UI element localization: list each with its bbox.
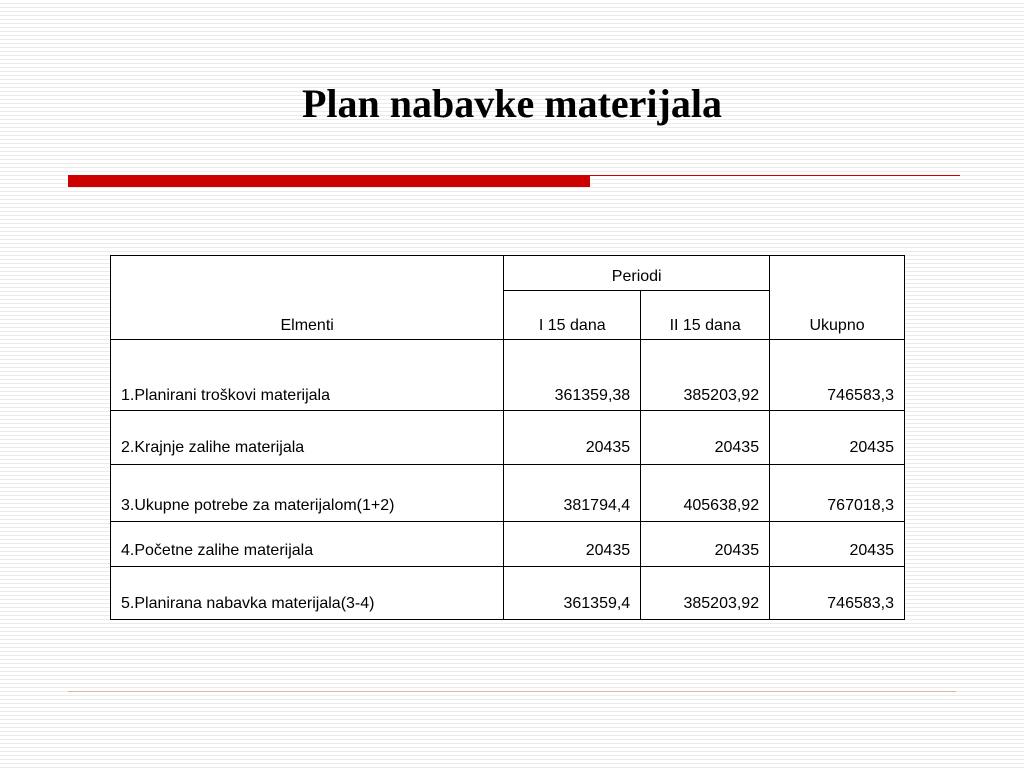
procurement-plan-table	[110, 255, 905, 620]
header-period-2: II 15 dana	[641, 291, 770, 340]
row-label: 3.Ukupne potrebe za materijalom(1+2)	[111, 465, 504, 522]
row-total-value: 767018,3	[770, 465, 905, 522]
row-label: 2.Krajnje zalihe materijala	[111, 411, 504, 465]
row-period-1-value: 361359,38	[504, 340, 641, 411]
row-label: 5.Planirana nabavka materijala(3-4)	[111, 567, 504, 620]
header-periods: Periodi	[504, 256, 770, 291]
row-total-value: 20435	[770, 411, 905, 465]
row-period-1-value: 20435	[504, 411, 641, 465]
row-period-1-value: 381794,4	[504, 465, 641, 522]
row-period-2-value: 385203,92	[641, 340, 770, 411]
header-period-1: I 15 dana	[504, 291, 641, 340]
row-period-1-value: 361359,4	[504, 567, 641, 620]
table-row	[111, 522, 905, 567]
table-row	[111, 465, 905, 522]
table-row	[111, 340, 905, 411]
row-period-2-value: 385203,92	[641, 567, 770, 620]
table-row	[111, 411, 905, 465]
header-total: Ukupno	[770, 256, 905, 340]
row-period-1-value: 20435	[504, 522, 641, 567]
row-total-value: 746583,3	[770, 340, 905, 411]
footer-divider	[68, 691, 956, 692]
row-label: 4.Početne zalihe materijala	[111, 522, 504, 567]
row-total-value: 20435	[770, 522, 905, 567]
title-accent-line	[590, 175, 960, 176]
table-header-row	[111, 256, 905, 291]
table-row	[111, 567, 905, 620]
row-total-value: 746583,3	[770, 567, 905, 620]
row-label: 1.Planirani troškovi materijala	[111, 340, 504, 411]
row-period-2-value: 20435	[641, 411, 770, 465]
title-accent-bar	[68, 175, 590, 187]
row-period-2-value: 20435	[641, 522, 770, 567]
row-period-2-value: 405638,92	[641, 465, 770, 522]
header-elements: Elmenti	[111, 256, 504, 340]
slide-title: Plan nabavke materijala	[302, 81, 722, 126]
